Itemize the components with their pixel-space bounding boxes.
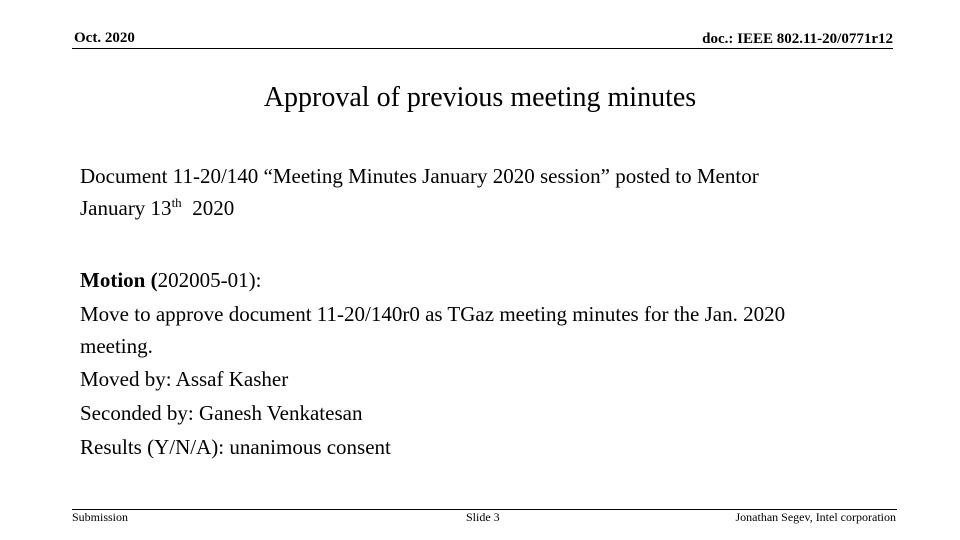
paragraph-spacer [80, 224, 900, 256]
motion-heading [80, 264, 900, 296]
document-line-2 [80, 192, 900, 224]
document-date-text: January 13 [80, 196, 172, 220]
seconded-by: Seconded by: Ganesh Venkatesan [80, 401, 363, 425]
footer-author: Jonathan Segev, Intel corporation [735, 510, 896, 524]
motion-label: Motion ( [80, 268, 158, 292]
footer-submission: Submission [72, 510, 129, 524]
slide-body [80, 160, 900, 463]
header-document-id: doc.: IEEE 802.11-20/0771r12 [702, 31, 893, 47]
date-ordinal-suffix: th [171, 195, 182, 210]
header-date: Oct. 2020 [74, 30, 135, 46]
document-date-year: 2020 [181, 196, 235, 220]
document-line-1: Document 11-20/140 “Meeting Minutes January 2020 session” posted to Mentor [80, 164, 759, 188]
header-divider [72, 48, 893, 49]
slide-title: Approval of previous meeting minutes [263, 82, 697, 113]
moved-by: Moved by: Assaf Kasher [80, 367, 289, 391]
motion-id: 202005-01): [157, 268, 262, 292]
motion-text: Move to approve document 11-20/140r0 as TGaz meeting minutes for the Jan. 2020 meeting. [80, 302, 786, 358]
results: Results (Y/N/A): unanimous consent [80, 435, 391, 459]
footer-slide-number: Slide 3 [466, 510, 500, 524]
